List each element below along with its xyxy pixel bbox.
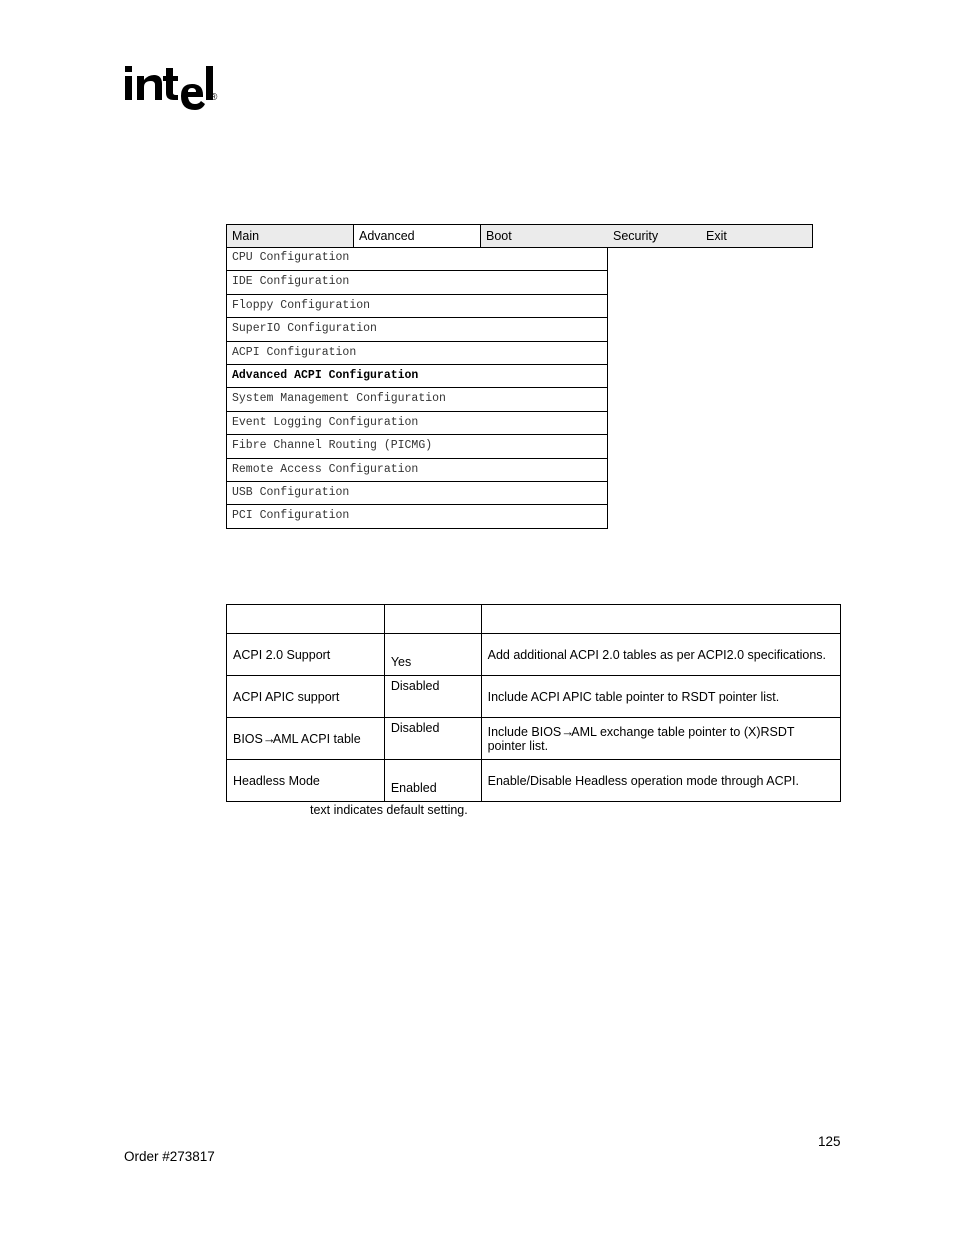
tab-security[interactable] <box>608 225 701 247</box>
tab-label: Exit <box>706 229 727 243</box>
bios-menu-bar <box>226 224 813 248</box>
feature-cell: Headless Mode <box>227 760 385 802</box>
table-row <box>227 718 841 760</box>
table-row <box>227 676 841 718</box>
submenu-item-system-management[interactable]: System Management Configuration <box>227 387 607 410</box>
submenu-item-event-logging[interactable]: Event Logging Configuration <box>227 411 607 434</box>
help-text: Include BIOS <box>487 725 562 739</box>
help-cell: Enable/Disable Headless operation mode through ACPI. <box>481 760 840 802</box>
tab-advanced[interactable] <box>354 225 481 247</box>
help-cell: Add additional ACPI 2.0 tables as per ACPI2.0 specifications. <box>481 634 840 676</box>
tab-boot[interactable] <box>481 225 608 247</box>
tab-label: Advanced <box>359 229 415 243</box>
right-arrow-icon: → <box>262 731 273 746</box>
submenu-item-acpi[interactable]: ACPI Configuration <box>227 341 607 364</box>
help-cell <box>481 718 840 760</box>
advanced-submenu <box>226 247 608 529</box>
submenu-item-superio[interactable]: SuperIO Configuration <box>227 317 607 340</box>
page-number: 125 <box>818 1134 841 1149</box>
tab-exit[interactable] <box>701 225 781 247</box>
registered-mark: ® <box>210 92 218 103</box>
help-cell: Include ACPI APIC table pointer to RSDT pointer list. <box>481 676 840 718</box>
table-row <box>227 634 841 676</box>
submenu-item-advanced-acpi[interactable]: Advanced ACPI Configuration <box>227 364 607 387</box>
submenu-item-remote-access[interactable]: Remote Access Configuration <box>227 458 607 481</box>
option-value: Yes <box>390 655 412 669</box>
option-value: Disabled <box>390 679 440 693</box>
header-cell <box>227 605 385 634</box>
intel-logo <box>124 62 224 120</box>
feature-text: AML ACPI table <box>272 732 361 746</box>
header-cell <box>384 605 481 634</box>
feature-cell: ACPI APIC support <box>227 676 385 718</box>
submenu-item-pci[interactable]: PCI Configuration <box>227 504 607 527</box>
submenu-item-fibre-channel[interactable]: Fibre Channel Routing (PICMG) <box>227 434 607 457</box>
option-value: Disabled <box>390 721 440 735</box>
tab-label: Boot <box>486 229 512 243</box>
header-cell <box>481 605 840 634</box>
value-cell <box>384 676 481 718</box>
help-text: AML exchange table pointer to (X)RSDT pointer list. <box>487 725 795 753</box>
table-row <box>227 760 841 802</box>
feature-cell: ACPI 2.0 Support <box>227 634 385 676</box>
value-cell <box>384 760 481 802</box>
advanced-acpi-settings-table <box>226 604 841 802</box>
value-cell <box>384 718 481 760</box>
feature-text: BIOS <box>233 732 263 746</box>
submenu-item-usb[interactable]: USB Configuration <box>227 481 607 504</box>
submenu-item-floppy[interactable]: Floppy Configuration <box>227 294 607 317</box>
right-arrow-icon: → <box>561 724 572 739</box>
value-cell <box>384 634 481 676</box>
tab-main[interactable] <box>227 225 354 247</box>
tab-label: Main <box>232 229 260 243</box>
submenu-item-cpu[interactable]: CPU Configuration <box>232 251 350 264</box>
order-number: Order #273817 <box>124 1149 215 1164</box>
option-value: Enabled <box>390 781 437 795</box>
feature-cell <box>227 718 385 760</box>
tab-label: Security <box>613 229 659 243</box>
submenu-item-ide[interactable]: IDE Configuration <box>227 270 607 293</box>
table-footnote: text indicates default setting. <box>310 803 468 817</box>
table-header-row <box>227 605 841 634</box>
